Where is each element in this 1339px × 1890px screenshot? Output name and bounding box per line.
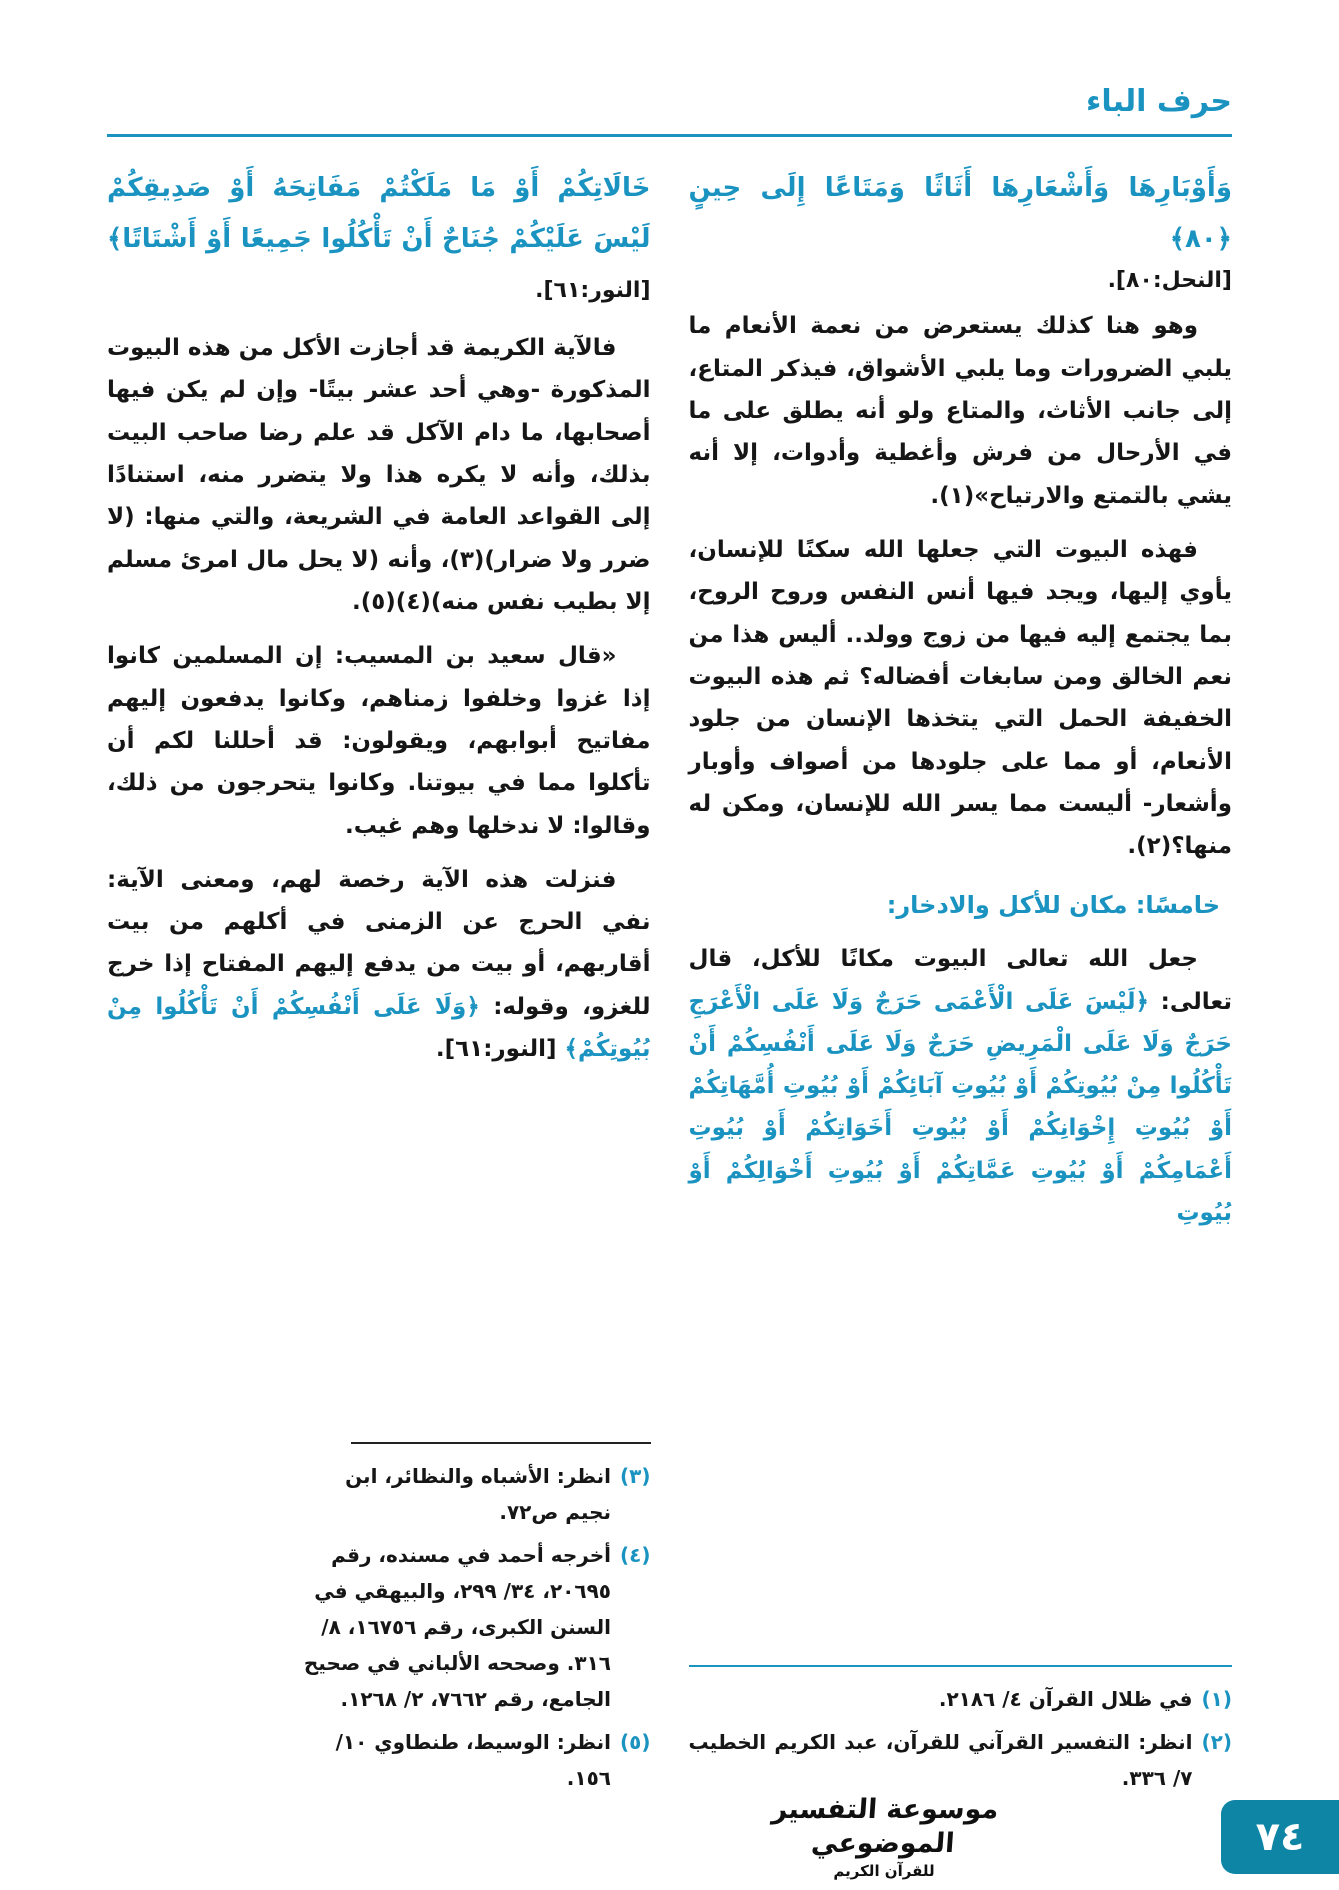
verse-reference-nur: [النور:٦١]. (535, 278, 651, 304)
footnote-number: (٥) (620, 1730, 651, 1754)
paragraph-with-verse (107, 859, 651, 1071)
paragraph: فالآية الكريمة قد أجازت الأكل من هذه البيوت المذكورة -وهي أحد عشر بيتًا- وإن لم يكن فيها أصحابها، ما دام الآكل قد علم رضا صاحب البيت بذلك، وأنه لا يكره هذا ولا يتضرر منه، استنادًا إلى القواعد العامة في الشريعة، والتي منها: (لا ضرر ولا ضرار)(٣)، وأنه (لا يحل مال امرئ مسلم إلا بطيب نفس منه)(٤)(٥). (107, 335, 651, 615)
footnote-text: في ظلال القرآن ٤/ ٢١٨٦. (938, 1687, 1193, 1711)
verse-reference-nahl: [النحل:٨٠]. (1107, 268, 1232, 294)
left-column (107, 163, 651, 1811)
quran-verse-nur-short: ﴿وَلَا عَلَى أَنْفُسِكُمْ أَنْ تَأْكُلُوا مِنْ بُيُوتِكُمْ﴾ (107, 993, 651, 1063)
header-rule (107, 134, 1232, 137)
paragraph: وهو هنا كذلك يستعرض من نعمة الأنعام ما يلبي الضرورات وما يلبي الأشواق، فيذكر المتاع، إلى جانب الأثاث، والمتاع ولو أنه يطلق على ما في الأرحال من فرش وأغطية وأدوات، إلا أنه يشي بالتمتع والارتياح»(١). (688, 313, 1232, 509)
footnotes-right (689, 1665, 1233, 1811)
footnote-text: انظر: التفسير القرآني للقرآن، عبد الكريم الخطيب ٧/ ٣٣٦. (688, 1730, 1193, 1790)
page-header (107, 84, 1232, 137)
publisher-logo (759, 1793, 1009, 1881)
two-column-text (107, 163, 1232, 1811)
footnote (303, 1537, 651, 1717)
paragraph: فهذه البيوت التي جعلها الله سكنًا للإنسان، يأوي إليها، ويجد فيها أنس النفس وروح الروح، بما يجتمع إليه فيها من زوج وولد.. أليس هذا من نعم الخالق ومن سابغات أفضاله؟ ثم هذه البيوت الخفيفة الحمل التي يتخذها الإنسان من جلود الأنعام، أو مما على جلودها من أصواف وأوبار وأشعار- أليست مما يسر الله للإنسان، ومكن له منها؟(٢). (688, 536, 1232, 860)
footnote (303, 1458, 651, 1530)
section-title: حرف الباء (1086, 84, 1232, 119)
footnote-separator (689, 1665, 1233, 1667)
quran-verse-nur-long: ﴿لَيْسَ عَلَى الْأَعْمَى حَرَجٌ وَلَا عَلَى الْأَعْرَجِ حَرَجٌ وَلَا عَلَى الْمَرِيضِ حَرَجٌ وَلَا عَلَى أَنْفُسِكُمْ أَنْ تَأْكُلُوا مِنْ بُيُوتِكُمْ أَوْ بُيُوتِ آبَائِكُمْ أَوْ بُيُوتِ أُمَّهَاتِكُمْ أَوْ بُيُوتِ إِخْوَانِكُمْ أَوْ بُيُوتِ أَخَوَاتِكُمْ أَوْ بُيُوتِ أَعْمَامِكُمْ أَوْ بُيُوتِ عَمَّاتِكُمْ أَوْ بُيُوتِ أَخْوَالِكُمْ أَوْ بُيُوتِ (688, 988, 1232, 1227)
page-number: ٧٤ (1255, 1814, 1305, 1860)
right-column (689, 163, 1233, 1811)
paragraph: «قال سعيد بن المسيب: إن المسلمين كانوا إذا غزوا وخلفوا زمناهم، وكانوا يدفعون إليهم مفاتيح أبوابهم، ويقولون: قد أحللنا لكم أن تأكلوا مما في بيوتنا. وكانوا يتحرجون من ذلك، وقالوا: لا ندخلها وهم غيب. (107, 643, 651, 839)
footnote-separator (351, 1442, 651, 1444)
quran-verse-nahl: وَأَوْبَارِهَا وَأَشْعَارِهَا أَثَاثًا وَمَتَاعًا إِلَى حِينٍ ﴿٨٠﴾ (688, 173, 1232, 254)
footnote-text: انظر: الوسيط، طنطاوي ١٠/ ١٥٦. (335, 1730, 611, 1790)
footnote-text: انظر: الأشباه والنظائر، ابن نجيم ص٧٢. (345, 1464, 611, 1524)
section-subheading: خامسًا: مكان للأكل والادخار: (886, 891, 1220, 920)
paragraph-intro: جعل الله تعالى البيوت مكانًا للأكل، قال تعالى: (688, 946, 1232, 1015)
paragraph-intro: فنزلت هذه الآية رخصة لهم، ومعنى الآية: نفي الحرج عن الزمنى في أكلهم من بيت أقاربهم، أو بيت من يدفع إليهم المفتاح إذا خرج للغزو، وقوله: (107, 866, 651, 1020)
footnote-text: أخرجه أحمد في مسنده، رقم ٢٠٦٩٥، ٣٤/ ٢٩٩، والبيهقي في السنن الكبرى، رقم ١٦٧٥٦، ٨/ ٣١٦. وصححه الألباني في صحيح الجامع، رقم ٧٦٦٢، ٢/ ١٢٦٨. (303, 1543, 611, 1711)
footnote (689, 1681, 1233, 1717)
verse-reference-nur-2: [النور:٦١]. (435, 1036, 565, 1063)
footnote-number: (٣) (620, 1464, 651, 1488)
footnote (689, 1724, 1233, 1796)
logo-subtitle: للقرآن الكريم (833, 1862, 935, 1880)
page-number-band (1221, 1800, 1339, 1874)
footnote-number: (٢) (1201, 1730, 1232, 1754)
footnotes-left (303, 1442, 651, 1811)
footnote-number: (٤) (620, 1543, 651, 1567)
quran-verse-nur-continuation (107, 163, 651, 315)
footnote-number: (١) (1201, 1687, 1232, 1711)
logo-title: موسوعة التفسير الموضوعي (770, 1793, 1000, 1859)
footnote (303, 1724, 651, 1796)
verse-text: خَالَاتِكُمْ أَوْ مَا مَلَكْتُمْ مَفَاتِحَهُ أَوْ صَدِيقِكُمْ لَيْسَ عَلَيْكُمْ جُنَاحٌ أَنْ تَأْكُلُوا جَمِيعًا أَوْ أَشْتَاتًا﴾ (107, 173, 651, 254)
paragraph-with-verse (689, 938, 1233, 1234)
